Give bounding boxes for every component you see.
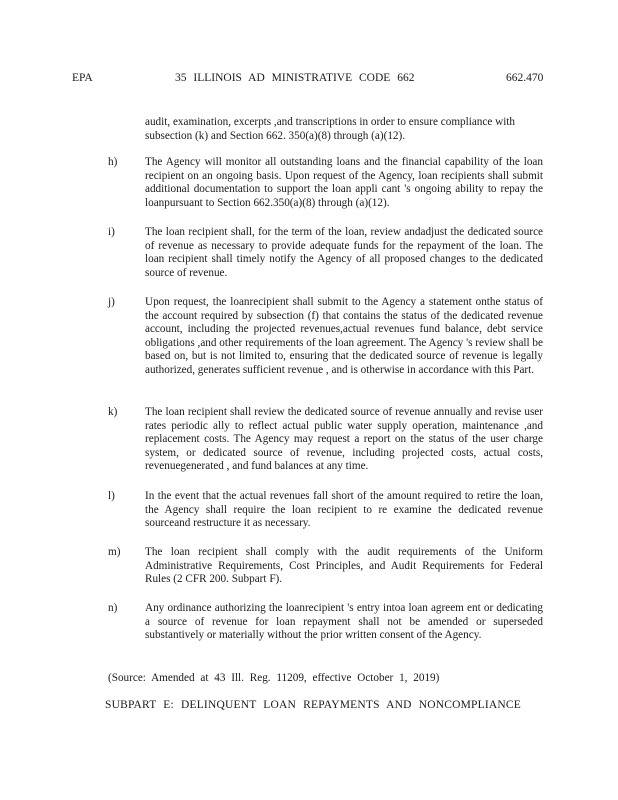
item-letter: l) (108, 490, 115, 502)
item-letter: i) (108, 226, 115, 238)
item-text: The loan recipient shall, for the term of the loan, review andadjust the dedicated source of revenue as necessary to provide adequate funds for the repayment of the loan. The loan recipient shall timely notify the Agency of all proposed changes to the dedicated source of revenue. (145, 226, 543, 279)
continuation-paragraph: audit, examination, excerpts ,and transcriptions in order to ensure compliance with subsection (k) and Section 662. 350(a)(8) through (a)(12). (145, 116, 516, 142)
item-text: Upon request, the loanrecipient shall submit to the Agency a statement onthe status of the account required by subsection (f) that contains the status of the dedicated revenue account, including the projected revenues,actual revenues fund balance, debt service obligations ,and other requirements of the loan agreement. The Agency 's review shall be based on, but is not limited to, ensuring that the dedicated source of revenue is legally authorized, generates sufficient revenue , and is otherwise in accordance with this Part. (145, 296, 543, 376)
item-letter: n) (108, 602, 118, 614)
item-text: The Agency will monitor all outstanding loans and the financial capability of the loan recipient on an ongoing basis. Upon request of the Agency, loan recipients shall submit additional documentation to support the loan appli cant 's ongoing ability to repay the loanpursuant to Section 662.350(a)(8) through (a)(12). (145, 156, 543, 209)
item-text: Any ordinance authorizing the loanrecipient 's entry intoa loan agreem ent or dedicating a source of revenue for loan repayment shall not be amended or superseded substantively or materially without the prior written consent of the Agency. (145, 602, 543, 642)
item-letter: k) (108, 406, 118, 418)
item-letter: h) (108, 156, 118, 168)
item-letter: j) (108, 296, 115, 308)
item-text: The loan recipient shall comply with the audit requirements of the Uniform Administrative Requirements, Cost Principles, and Audit Requirements for Federal Rules (2 CFR 200. Subpart F). (145, 546, 543, 586)
item-text: In the event that the actual revenues fall short of the amount required to retire the loan, the Agency shall require the loan recipient to re examine the dedicated revenue sourceand restructure it as necessary. (145, 490, 543, 530)
header-code-title: 35 ILLINOIS AD MINISTRATIVE CODE 662 (175, 72, 415, 84)
source-note: (Source: Amended at 43 Ill. Reg. 11209, effective October 1, 2019) (108, 672, 440, 684)
item-text: The loan recipient shall review the dedicated source of revenue annually and revise user rates periodic ally to reflect actual public water supply operation, maintenance ,and replacement costs. The Agency may request a report on the status of the user charge system, or dedicated source of revenue, including projected costs, actual costs, revenuegenerated , and fund balances at any time. (145, 406, 543, 473)
item-letter: m) (108, 546, 121, 558)
header-agency: EPA (72, 72, 93, 84)
subpart-heading: SUBPART E: DELINQUENT LOAN REPAYMENTS AND NONCOMPLIANCE (105, 699, 521, 711)
header-section-number: 662.470 (506, 72, 544, 84)
